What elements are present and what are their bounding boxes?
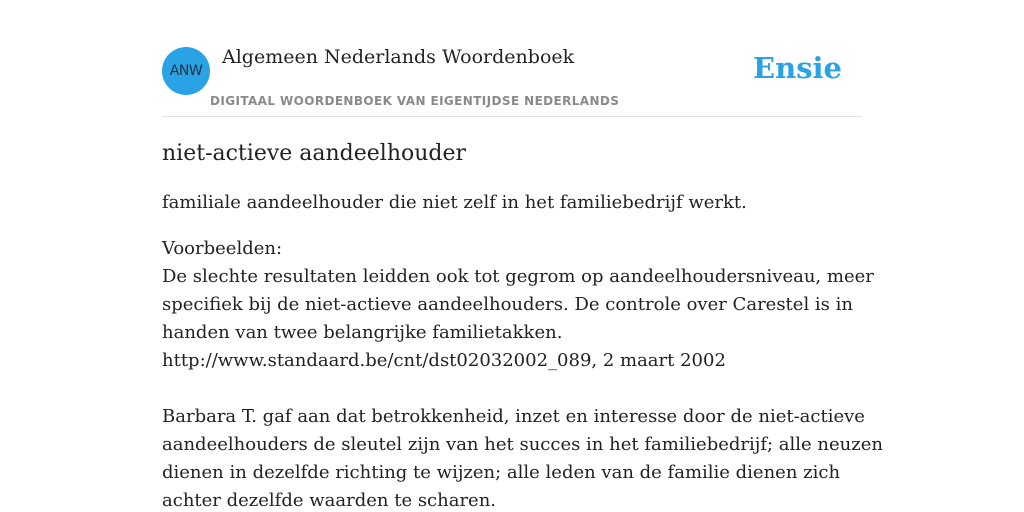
example-source: http://www.standaard.be/cnt/dst02032002_089, 2 maart 2002: [162, 350, 726, 371]
entry-definition: familiale aandeelhouder die niet zelf in het familiebedrijf werkt.: [162, 192, 747, 213]
examples-label: Voorbeelden:: [162, 238, 283, 259]
example-line: achter dezelfde waarden te scharen.: [162, 490, 497, 511]
example-line: dienen in dezelfde richting te wijzen; alle leden van de familie dienen zich: [162, 462, 841, 483]
site-subtitle: DIGITAAL WOORDENBOEK VAN EIGENTIJDSE NEDERLANDS: [210, 94, 620, 108]
example-quote: [162, 403, 883, 512]
example-line: specifiek bij de niet-actieve aandeelhouders. De controle over Carestel is in: [162, 294, 853, 315]
example-line: Barbara T. gaf aan dat betrokkenheid, inzet en interesse door de niet-actieve: [162, 406, 865, 427]
example-line: handen van twee belangrijke familietakken.: [162, 322, 563, 343]
anw-logo-text: ANW: [169, 63, 203, 79]
examples-section: [162, 235, 883, 512]
example-line: De slechte resultaten leidden ook tot gegrom op aandeelhoudersniveau, meer: [162, 266, 874, 287]
example-spacer: [162, 375, 862, 403]
entry-content: [162, 136, 883, 512]
site-title[interactable]: Algemeen Nederlands Woordenboek: [222, 46, 575, 68]
entry-headword: niet-actieve aandeelhouder: [162, 141, 467, 166]
site-header: [162, 0, 862, 117]
anw-logo[interactable]: [162, 47, 210, 95]
example-line: aandeelhouders de sleutel zijn van het succes in het familiebedrijf; alle neuzen: [162, 434, 883, 455]
example-quote: [162, 263, 874, 375]
ensie-brand-link[interactable]: Ensie: [753, 51, 842, 85]
